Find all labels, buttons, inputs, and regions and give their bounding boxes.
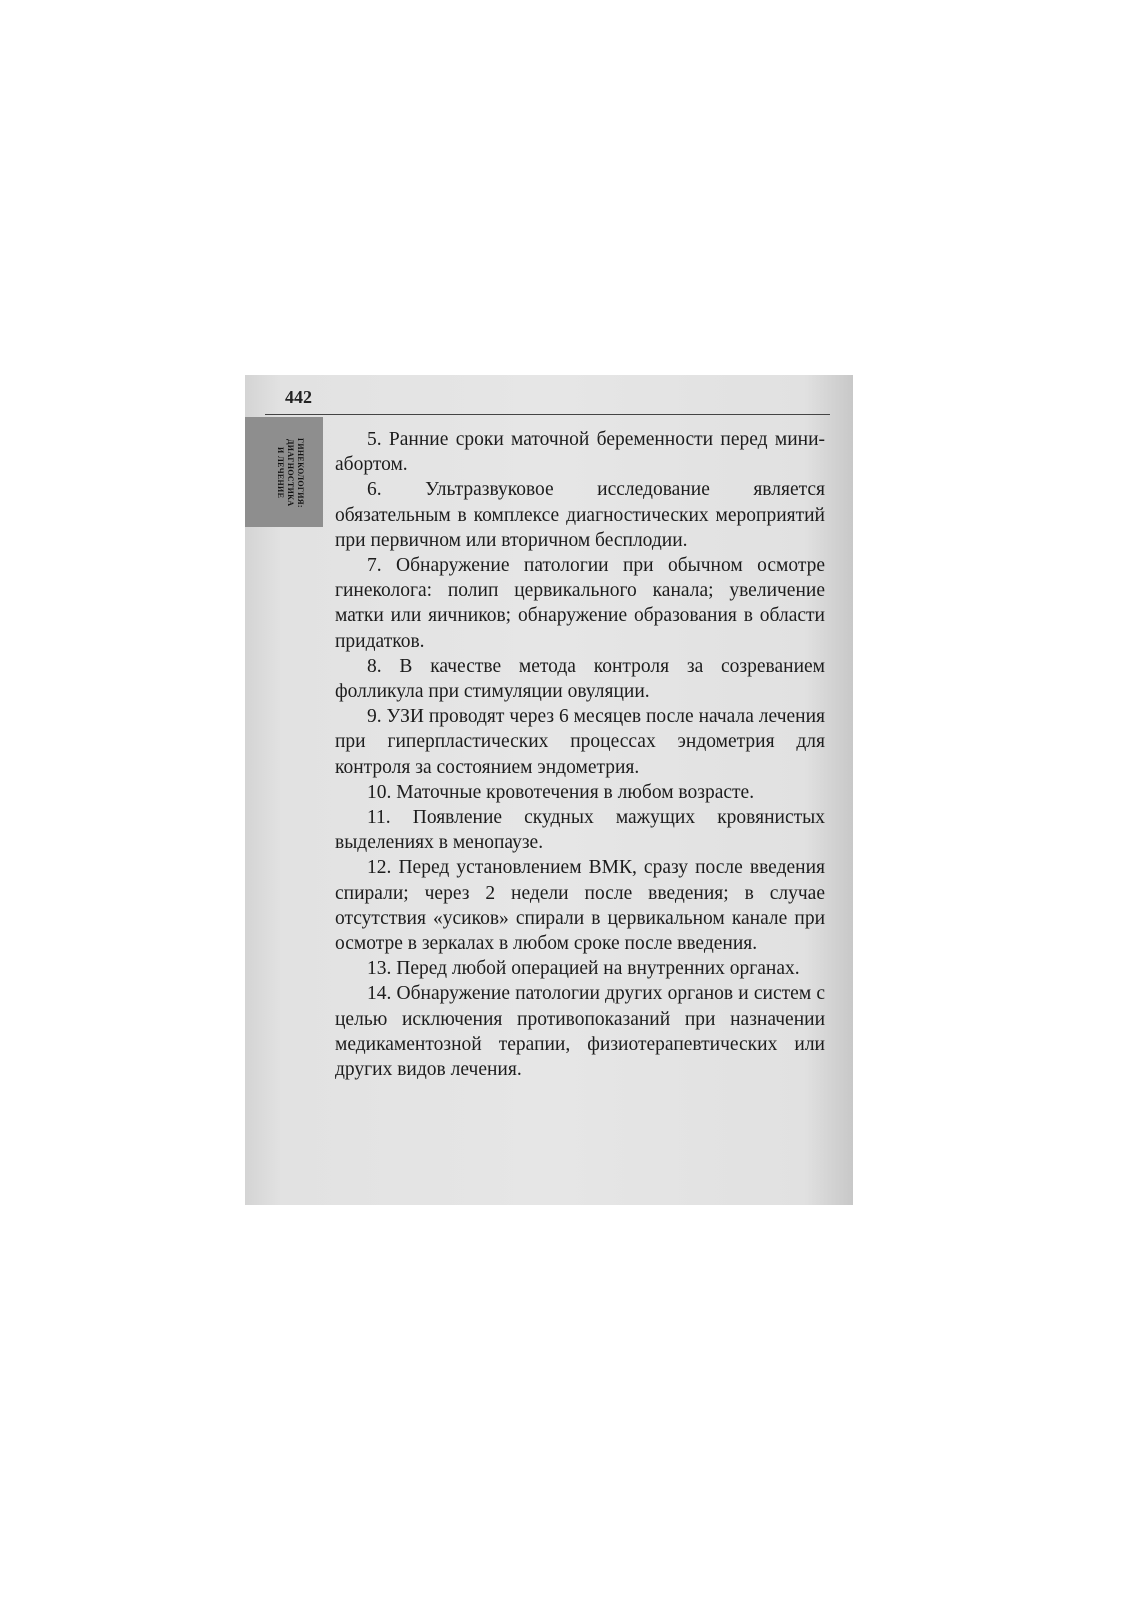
list-item: 14. Обнаружение патологии других органов и систем с целью исключения противопоказаний при назначении медикаментозной терапии, физиотерапевтических или других видов лечения. bbox=[335, 983, 825, 1081]
side-tab-line-3: И ЛЕЧЕНИЕ bbox=[276, 447, 285, 499]
list-item: 13. Перед любой операцией на внутренних органах. bbox=[367, 958, 800, 980]
header-rule bbox=[265, 414, 830, 415]
side-tab-line-1: ГИНЕКОЛОГИЯ: bbox=[296, 438, 305, 508]
list-item: 11. Появление скудных мажущих кровянистых выделениях в менопаузе. bbox=[335, 807, 825, 854]
body-text bbox=[335, 427, 825, 1082]
list-item: 12. Перед установлением ВМК, сразу после введения спирали; через 2 недели после введения; в случае отсутствия «усиков» спирали в цервикальном канале при осмотре в зеркалах в любом сроке после введения. bbox=[335, 857, 825, 955]
list-item: 8. В качестве метода контроля за созреванием фолликула при стимуляции овуляции. bbox=[335, 655, 825, 703]
chapter-side-tab bbox=[245, 417, 323, 527]
scanned-page bbox=[245, 375, 853, 1205]
list-item: 9. УЗИ проводят через 6 месяцев после начала лечения при гиперпластических процессах эндометрия для контроля за состоянием эндометрия. bbox=[335, 706, 825, 778]
list-item: 10. Маточные кровотечения в любом возрасте. bbox=[367, 781, 755, 803]
side-tab-line-2: ДИАГНОСТИКА bbox=[286, 439, 295, 507]
chapter-side-tab-text bbox=[265, 425, 305, 521]
list-item: 6. Ультразвуковое исследование является обязательным в комплексе диагностических мероприятий при первичном или вторичном бесплодии. bbox=[335, 479, 825, 551]
list-item: 5. Ранние сроки маточной беременности перед мини-абортом. bbox=[335, 429, 825, 476]
list-item: 7. Обнаружение патологии при обычном осмотре гинеколога: полип цервикального канала; увеличение матки или яичников; обнаружение образования в области придатков. bbox=[335, 555, 825, 652]
page-number: 442 bbox=[285, 387, 312, 407]
